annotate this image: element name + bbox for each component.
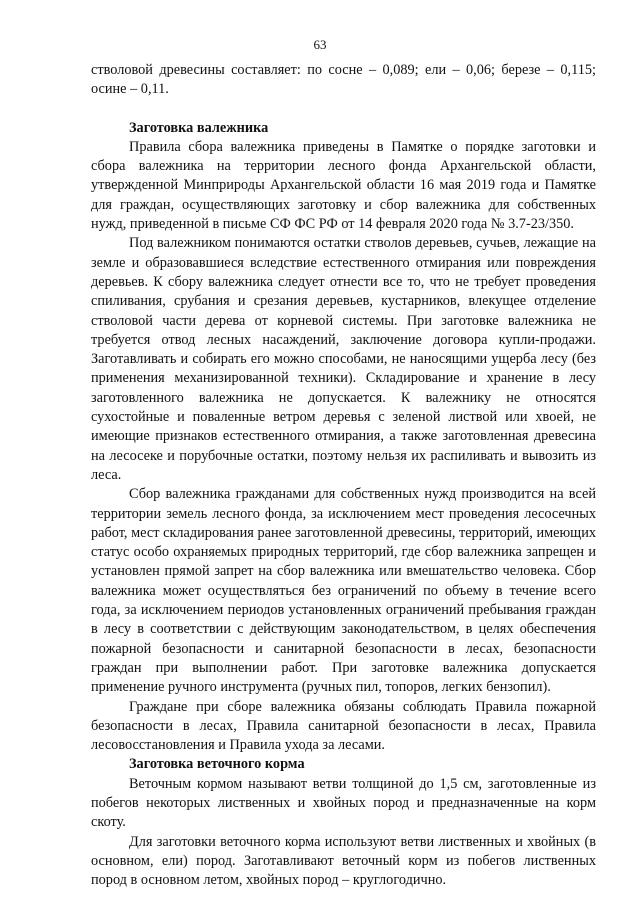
- section-heading-fodder: Заготовка веточного корма: [129, 756, 305, 773]
- intro-paragraph: стволовой древесины составляет: по сосне – 0,089; ели – 0,06; березе – 0,115; осине – 0,11.: [91, 62, 596, 98]
- paragraph-rules: Правила сбора валежника приведены в Памятке о порядке заготовки и сбора валежника на территории лесного фонда Архангельской области, утвержденной Минприроды Архангельской области 16 мая 2019 года и Памятке для граждан, осуществляющих заготовку и сбор валежника для собственных нужд, приведенной в письме СФ ФС РФ от 14 февраля 2020 года № 3.7-23/350.: [91, 138, 596, 233]
- page-content: [91, 61, 596, 890]
- paragraph-obligations: Граждане при сборе валежника обязаны соблюдать Правила пожарной безопасности в лесах, Правила санитарной безопасности в лесах, Правила лесовосстановления и Правила ухода за лесами.: [91, 698, 596, 754]
- page-number: 63: [313, 37, 327, 52]
- paragraph-collection: Сбор валежника гражданами для собственных нужд производится на всей территории земель лесного фонда, за исключением мест проведения лесосечных работ, мест складирования ранее заготовленной древесины, территорий, имеющих статус особо охраняемых природных территорий, где сбор валежника запрещен и установлен прямой запрет на сбор валежника или вмешательство человека. Сбор валежника может осуществляться без ограничений по объему в течение всего года, за исключением периодов установленных ограничений пребывания граждан в лесу в соответствии с действующим законодательством, в целях обеспечения пожарной безопасности и санитарной безопасности в лесах, безопасности граждан при выполнении работ. При заготовке валежника допускается применение ручного инструмента (ручных пил, топоров, легких бензопил).: [91, 486, 596, 696]
- section-spacer: [91, 100, 596, 119]
- paragraph-fodder-definition: Веточным кормом называют ветви толщиной до 1,5 см, заготовленные из побегов некоторых лиственных и хвойных пород и предназначенные на корм скоту.: [91, 775, 596, 831]
- section-heading-deadwood: Заготовка валежника: [129, 119, 269, 136]
- paragraph-definition: Под валежником понимаются остатки стволов деревьев, сучьев, лежащие на земле и образовавшиеся вследствие естественного отмирания или повреждения деревьев. К сбору валежника следует отнести все то, что не требует проведения спиливания, срубания и срезания деревьев, кустарников, влекущее отделение стволовой части дерева от корневой системы. При заготовке валежника не требуется отвод лесных насаждений, заключение договора купли-продажи. Заготавливать и собирать его можно способами, не наносящими ущерба лесу (без применения механизированной техники). Складирование и хранение в лесу заготовленного валежника не допускается. К валежнику не относятся сухостойные и поваленные ветром деревья с зеленой листвой или хвоей, не имеющие признаков естественного отмирания, а также заготовленная древесина на лесосеке и порубочные остатки, поэтому нельзя их распиливать и вывозить из леса.: [91, 235, 596, 483]
- paragraph-fodder-harvest: Для заготовки веточного корма используют ветви лиственных и хвойных (в основном, ели) пород. Заготавливают веточный корм из побегов лиственных пород в основном летом, хвойных пород – круглогодично.: [91, 833, 596, 889]
